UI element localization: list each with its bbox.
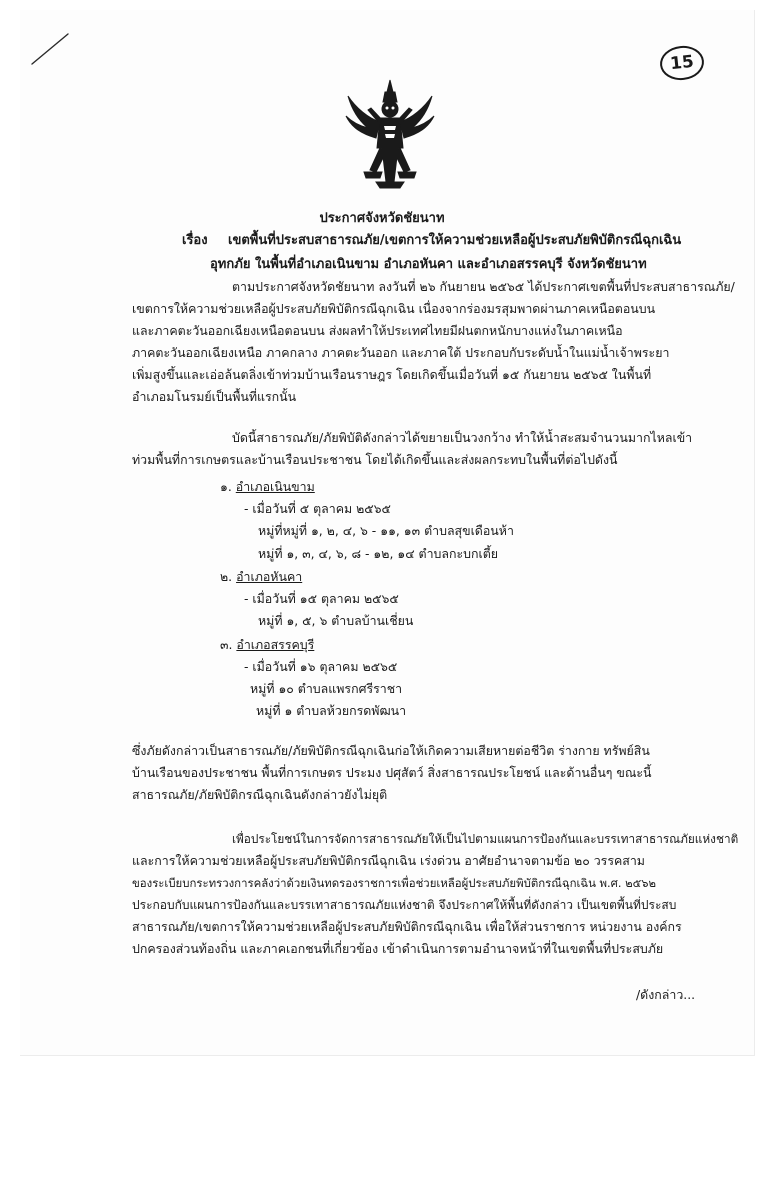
document-title: ประกาศจังหวัดชัยนาท xyxy=(319,211,445,226)
subject-line xyxy=(182,229,681,250)
paragraph-1-line: อำเภอมโนรมย์เป็นพื้นที่แรกนั้น xyxy=(132,389,297,404)
district-date: - เมื่อวันที่ ๑๕ ตุลาคม ๒๕๖๕ xyxy=(244,591,399,606)
paragraph-3-line: ซึ่งภัยดังกล่าวเป็นสาธารณภัย/ภัยพิบัติกรณีฉุกเฉินก่อให้เกิดความเสียหายต่อชีวิต ร่างกาย ทรัพย์สิน xyxy=(132,743,650,758)
subject-label: เรื่อง xyxy=(182,233,208,248)
paragraph-3-line: สาธารณภัย/ภัยพิบัติกรณีฉุกเฉินดังกล่าวยังไม่ยุติ xyxy=(132,787,388,802)
paragraph-4-line: และการให้ความช่วยเหลือผู้ประสบภัยพิบัติกรณีฉุกเฉิน เร่งด่วน อาศัยอำนาจตามข้อ ๒๐ วรรคสาม xyxy=(132,853,645,868)
district-date: - เมื่อวันที่ ๕ ตุลาคม ๒๕๖๕ xyxy=(244,501,391,516)
paragraph-1-line: ตามประกาศจังหวัดชัยนาท ลงวันที่ ๒๖ กันยายน ๒๕๖๕ ได้ประกาศเขตพื้นที่ประสบสาธารณภัย/ xyxy=(232,279,735,294)
pen-slash-mark xyxy=(28,28,72,68)
paragraph-2-line: บัดนี้สาธารณภัย/ภัยพิบัติดังกล่าวได้ขยายเป็นวงกว้าง ทำให้น้ำสะสมจำนวนมากไหลเข้า xyxy=(232,430,693,445)
paragraph-1-line: เพิ่มสูงขึ้นและเอ่อล้นตลิ่งเข้าท่วมบ้านเรือนราษฎร โดยเกิดขึ้นเมื่อวันที่ ๑๕ กันยายน ๒๕๖๕ ในพื้นที่ xyxy=(132,367,652,382)
page-number: 15 xyxy=(658,44,705,82)
paragraph-2-line: ท่วมพื้นที่การเกษตรและบ้านเรือนประชาชน โดยได้เกิดขึ้นและส่งผลกระทบในพื้นที่ต่อไปดังนี้ xyxy=(132,452,618,467)
paragraph-4-line: สาธารณภัย/เขตการให้ความช่วยเหลือผู้ประสบภัยพิบัติกรณีฉุกเฉิน เพื่อให้ส่วนราชการ หน่วยงาน องค์กร xyxy=(132,919,682,934)
subject-text-line1: เขตพื้นที่ประสบสาธารณภัย/เขตการให้ความช่วยเหลือผู้ประสบภัยพิบัติกรณีฉุกเฉิน xyxy=(228,233,682,248)
district-name: อำเภอเนินขาม xyxy=(235,479,315,494)
district-heading xyxy=(220,568,302,587)
continuation-marker: /ดังกล่าว... xyxy=(636,987,696,1002)
paragraph-4-line: ของระเบียบกระทรวงการคลังว่าด้วยเงินทดรองราชการเพื่อช่วยเหลือผู้ประสบภัยพิบัติกรณีฉุกเฉิน พ.ศ. ๒๕๖๒ xyxy=(132,876,657,890)
paragraph-1-line: และภาคตะวันออกเฉียงเหนือตอนบน ส่งผลทำให้ประเทศไทยมีฝนตกหนักบางแห่งในภาคเหนือ xyxy=(132,323,623,338)
garuda-emblem-icon xyxy=(342,78,438,190)
district-heading xyxy=(220,636,314,655)
paragraph-1-line: เขตการให้ความช่วยเหลือผู้ประสบภัยพิบัติกรณีฉุกเฉิน เนื่องจากร่องมรสุมพาดผ่านภาคเหนือตอนบน xyxy=(132,301,656,316)
village-line: หมู่ที่หมู่ที่ ๑, ๒, ๔, ๖ - ๑๑, ๑๓ ตำบลสุขเดือนห้า xyxy=(258,523,514,538)
paragraph-4-line: ปกครองส่วนท้องถิ่น และภาคเอกชนที่เกี่ยวข้อง เข้าดำเนินการตามอำนาจหน้าที่ในเขตพื้นที่ประสบภัย xyxy=(132,941,664,956)
district-name: อำเภอสรรคบุรี xyxy=(236,637,315,652)
district-number: ๑. xyxy=(220,479,232,494)
paragraph-1-line: ภาคตะวันออกเฉียงเหนือ ภาคกลาง ภาคตะวันออก และภาคใต้ ประกอบกับระดับน้ำในแม่น้ำเจ้าพระยา xyxy=(132,345,670,360)
village-line: หมู่ที่ ๑, ๕, ๖ ตำบลบ้านเชี่ยน xyxy=(258,613,414,628)
village-line: หมู่ที่ ๑ ตำบลห้วยกรดพัฒนา xyxy=(256,703,407,718)
district-heading xyxy=(220,478,315,497)
paragraph-3-line: บ้านเรือนของประชาชน พื้นที่การเกษตร ประมง ปศุสัตว์ สิ่งสาธารณประโยชน์ และด้านอื่นๆ ขณะนี้ xyxy=(132,765,652,780)
district-date: - เมื่อวันที่ ๑๖ ตุลาคม ๒๕๖๕ xyxy=(244,659,398,674)
paragraph-4-line: ประกอบกับแผนการป้องกันและบรรเทาสาธารณภัยแห่งชาติ จึงประกาศให้พื้นที่ดังกล่าว เป็นเขตพื้นที่ประสบ xyxy=(132,898,677,912)
district-number: ๓. xyxy=(220,637,233,652)
village-line: หมู่ที่ ๑๐ ตำบลแพรกศรีราชา xyxy=(250,681,403,696)
paragraph-4-line: เพื่อประโยชน์ในการจัดการสาธารณภัยให้เป็นไปตามแผนการป้องกันและบรรเทาสาธารณภัยแห่งชาติ xyxy=(232,832,739,846)
district-number: ๒. xyxy=(220,569,233,584)
district-name: อำเภอหันคา xyxy=(236,569,303,584)
subject-text-line2: อุทกภัย ในพื้นที่อำเภอเนินขาม อำเภอหันคา และอำเภอสรรคบุรี จังหวัดชัยนาท xyxy=(210,257,647,272)
village-line: หมู่ที่ ๑, ๓, ๔, ๖, ๘ - ๑๒, ๑๔ ตำบลกะบกเตี้ย xyxy=(258,546,499,561)
